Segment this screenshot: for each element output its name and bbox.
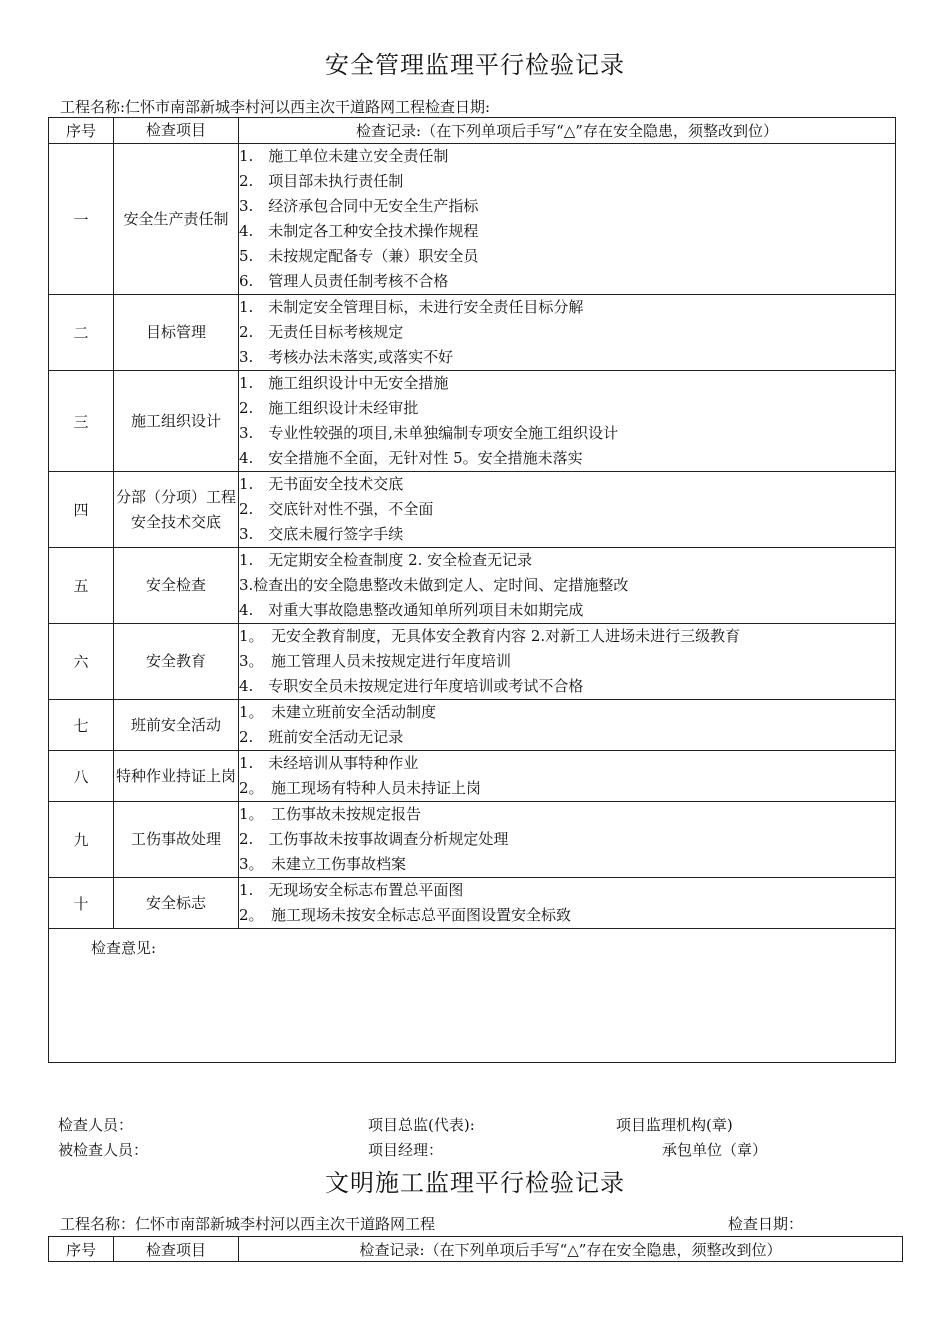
inspector-label: 检查人员： (58, 1116, 134, 1134)
record-line: 2。 施工现场有特种人员未持证上岗 (239, 779, 482, 797)
record-line: 1. 施工组织设计中无安全措施 (239, 374, 449, 392)
row-number: 一 (49, 144, 114, 295)
opinion-row (49, 929, 896, 1063)
record-line: 1。 未建立班前安全活动制度 (239, 703, 437, 721)
record-line: 1. 未经培训从事特种作业 (239, 754, 419, 772)
record-line: 1. 施工单位未建立安全责任制 (239, 147, 449, 165)
row-number: 三 (49, 371, 114, 472)
table-row (49, 802, 896, 878)
header-record: 检查记录:（在下列单项后手写“△”存在安全隐患，须整改到位） (239, 118, 896, 144)
row-records (239, 624, 896, 700)
document-title: 安全管理监理平行检验记录 (325, 51, 625, 79)
row-records (239, 295, 896, 371)
header-no: 序号 (49, 118, 114, 144)
second-header-row (49, 1237, 903, 1262)
row-item: 安全生产责任制 (114, 144, 239, 295)
contractor-label: 承包单位（章） (662, 1141, 768, 1159)
record-line: 2. 交底针对性不强，不全面 (239, 500, 434, 518)
row-number: 十 (49, 878, 114, 929)
second-header-item: 检查项目 (114, 1237, 239, 1262)
row-number: 九 (49, 802, 114, 878)
record-line: 4. 未制定各工种安全技术操作规程 (239, 222, 479, 240)
row-records (239, 878, 896, 929)
record-line: 3。 未建立工伤事故档案 (239, 855, 407, 873)
row-number: 七 (49, 700, 114, 751)
row-item: 特种作业持证上岗 (114, 751, 239, 802)
record-line: 4. 对重大事故隐患整改通知单所列项目未如期完成 (239, 601, 584, 619)
record-line: 1. 无现场安全标志布置总平面图 (239, 881, 464, 899)
row-number: 八 (49, 751, 114, 802)
header-item: 检查项目 (114, 118, 239, 144)
record-line: 2。 施工现场未按安全标志总平面图设置安全标致 (239, 906, 572, 924)
record-line: 3. 考核办法未落实,或落实不好 (239, 348, 454, 366)
row-item: 安全检查 (114, 548, 239, 624)
inspection-table (48, 117, 896, 1063)
row-number: 二 (49, 295, 114, 371)
row-number: 四 (49, 472, 114, 548)
record-line: 3. 经济承包合同中无安全生产指标 (239, 197, 479, 215)
table-row (49, 624, 896, 700)
table-row (49, 144, 896, 295)
row-item: 分部（分项）工程安全技术交底 (114, 472, 239, 548)
record-line: 3. 交底未履行签字手续 (239, 525, 404, 543)
record-line: 2. 施工组织设计未经审批 (239, 399, 419, 417)
second-header-no: 序号 (49, 1237, 114, 1262)
row-records (239, 472, 896, 548)
record-line: 3。 施工管理人员未按规定进行年度培训 (239, 652, 512, 670)
record-line: 6. 管理人员责任制考核不合格 (239, 272, 449, 290)
second-table (48, 1236, 903, 1262)
table-row (49, 472, 896, 548)
record-line: 1. 无书面安全技术交底 (239, 475, 404, 493)
table-header-row (49, 118, 896, 144)
record-line: 1. 未制定安全管理目标，未进行安全责任目标分解 (239, 298, 584, 316)
record-line: 4. 安全措施不全面，无针对性 5。安全措施未落实 (239, 449, 583, 467)
record-line: 2. 班前安全活动无记录 (239, 728, 404, 746)
table-row (49, 371, 896, 472)
record-line: 2. 工伤事故未按事故调查分析规定处理 (239, 830, 509, 848)
record-line: 1. 无定期安全检查制度 2. 安全检查无记录 (239, 551, 533, 569)
row-records (239, 700, 896, 751)
record-line: 1。 工伤事故未按规定报告 (239, 805, 422, 823)
second-document-title: 文明施工监理平行检验记录 (325, 1169, 625, 1197)
project-line: 工程名称:仁怀市南部新城李村河以西主次干道路网工程检查日期: (60, 98, 491, 116)
record-line: 1。 无安全教育制度，无具体安全教育内容 2.对新工人进场未进行三级教育 (239, 627, 741, 645)
agency-label: 项目监理机构(章) (616, 1116, 733, 1134)
row-records (239, 751, 896, 802)
row-item: 班前安全活动 (114, 700, 239, 751)
record-line: 3. 专业性较强的项目,未单独编制专项安全施工组织设计 (239, 424, 619, 442)
second-project-name: 工程名称：仁怀市南部新城李村河以西主次干道路网工程 (60, 1215, 436, 1233)
row-item: 安全标志 (114, 878, 239, 929)
manager-label: 项目经理： (368, 1141, 444, 1159)
record-line: 2. 无责任目标考核规定 (239, 323, 404, 341)
chief-label: 项目总监(代表): (368, 1116, 475, 1134)
opinion-cell[interactable] (49, 929, 896, 1063)
row-item: 目标管理 (114, 295, 239, 371)
record-line: 4. 专职安全员未按规定进行年度培训或考试不合格 (239, 677, 584, 695)
table-row (49, 548, 896, 624)
row-item: 安全教育 (114, 624, 239, 700)
second-header-record: 检查记录:（在下列单项后手写“△”存在安全隐患，须整改到位） (239, 1237, 903, 1262)
inspected-label: 被检查人员： (58, 1141, 149, 1159)
table-row (49, 700, 896, 751)
record-line: 3.检查出的安全隐患整改未做到定人、定时间、定措施整改 (239, 576, 629, 594)
opinion-label: 检查意见: (91, 939, 157, 957)
table-row (49, 295, 896, 371)
row-number: 六 (49, 624, 114, 700)
table-row (49, 878, 896, 929)
row-number: 五 (49, 548, 114, 624)
row-item: 施工组织设计 (114, 371, 239, 472)
record-line: 5. 未按规定配备专（兼）职安全员 (239, 247, 479, 265)
row-records (239, 371, 896, 472)
row-records (239, 548, 896, 624)
row-records (239, 802, 896, 878)
table-row (49, 751, 896, 802)
second-date-label: 检查日期： (728, 1215, 804, 1233)
row-records (239, 144, 896, 295)
row-item: 工伤事故处理 (114, 802, 239, 878)
record-line: 2. 项目部未执行责任制 (239, 172, 404, 190)
